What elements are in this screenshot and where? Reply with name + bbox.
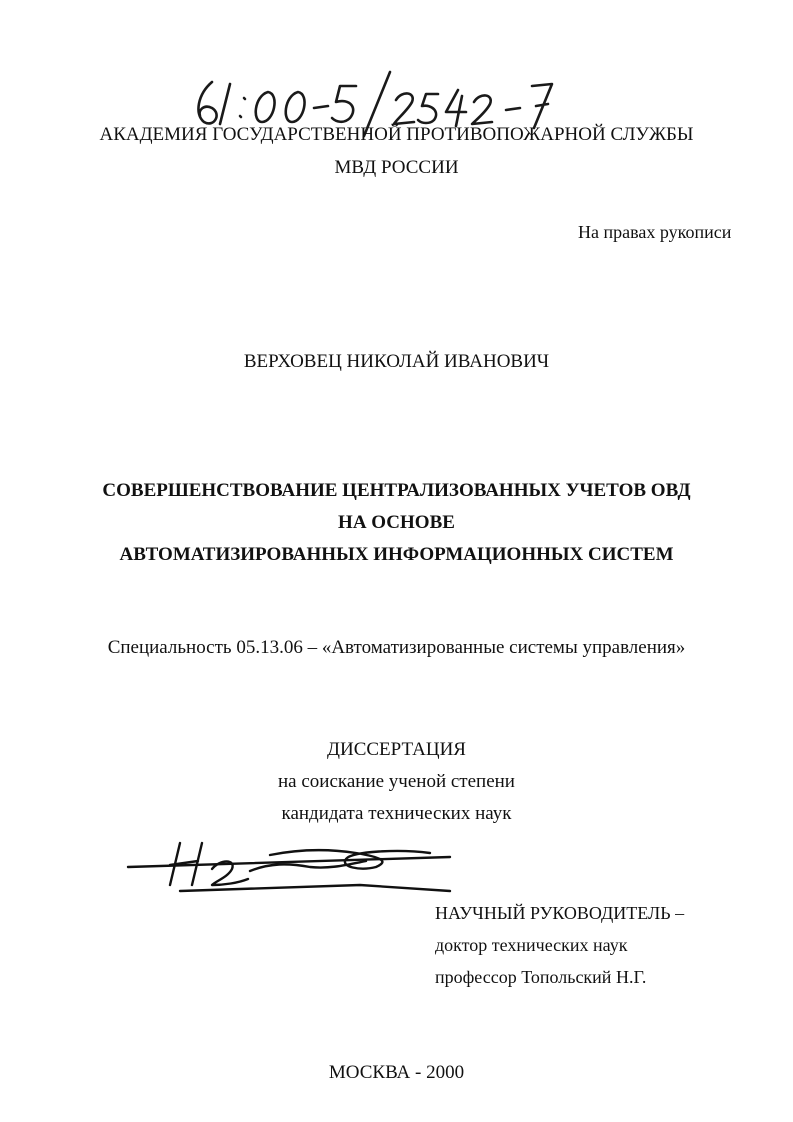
dissertation-label: ДИССЕРТАЦИЯ [327, 739, 466, 760]
city-year: МОСКВА - 2000 [328, 1062, 465, 1083]
supervisor-degree: доктор технических наук [435, 935, 628, 955]
degree-line-1: на соискание ученой степени [278, 771, 515, 792]
ministry-name: МВД РОССИИ [334, 157, 459, 178]
academy-name: АКАДЕМИЯ ГОСУДАРСТВЕННОЙ ПРОТИВОПОЖАРНОЙ СЛУЖБЫ [99, 124, 694, 145]
title-line-1: СОВЕРШЕНСТВОВАНИЕ ЦЕНТРАЛИЗОВАННЫХ УЧЕТОВ ОВД [102, 480, 691, 501]
author-name: ВЕРХОВЕЦ НИКОЛАЙ ИВАНОВИЧ [243, 351, 550, 372]
rights-note: На правах рукописи [578, 222, 732, 242]
supervisor-heading: НАУЧНЫЙ РУКОВОДИТЕЛЬ – [435, 903, 685, 923]
title-line-3: АВТОМАТИЗИРОВАННЫХ ИНФОРМАЦИОННЫХ СИСТЕМ [119, 544, 674, 565]
supervisor-name: профессор Топольский Н.Г. [435, 967, 647, 987]
signature [120, 835, 460, 895]
degree-line-2: кандидата технических наук [281, 803, 512, 824]
title-line-2: НА ОСНОВЕ [338, 512, 455, 533]
specialty: Специальность 05.13.06 – «Автоматизированные системы управления» [107, 637, 686, 658]
